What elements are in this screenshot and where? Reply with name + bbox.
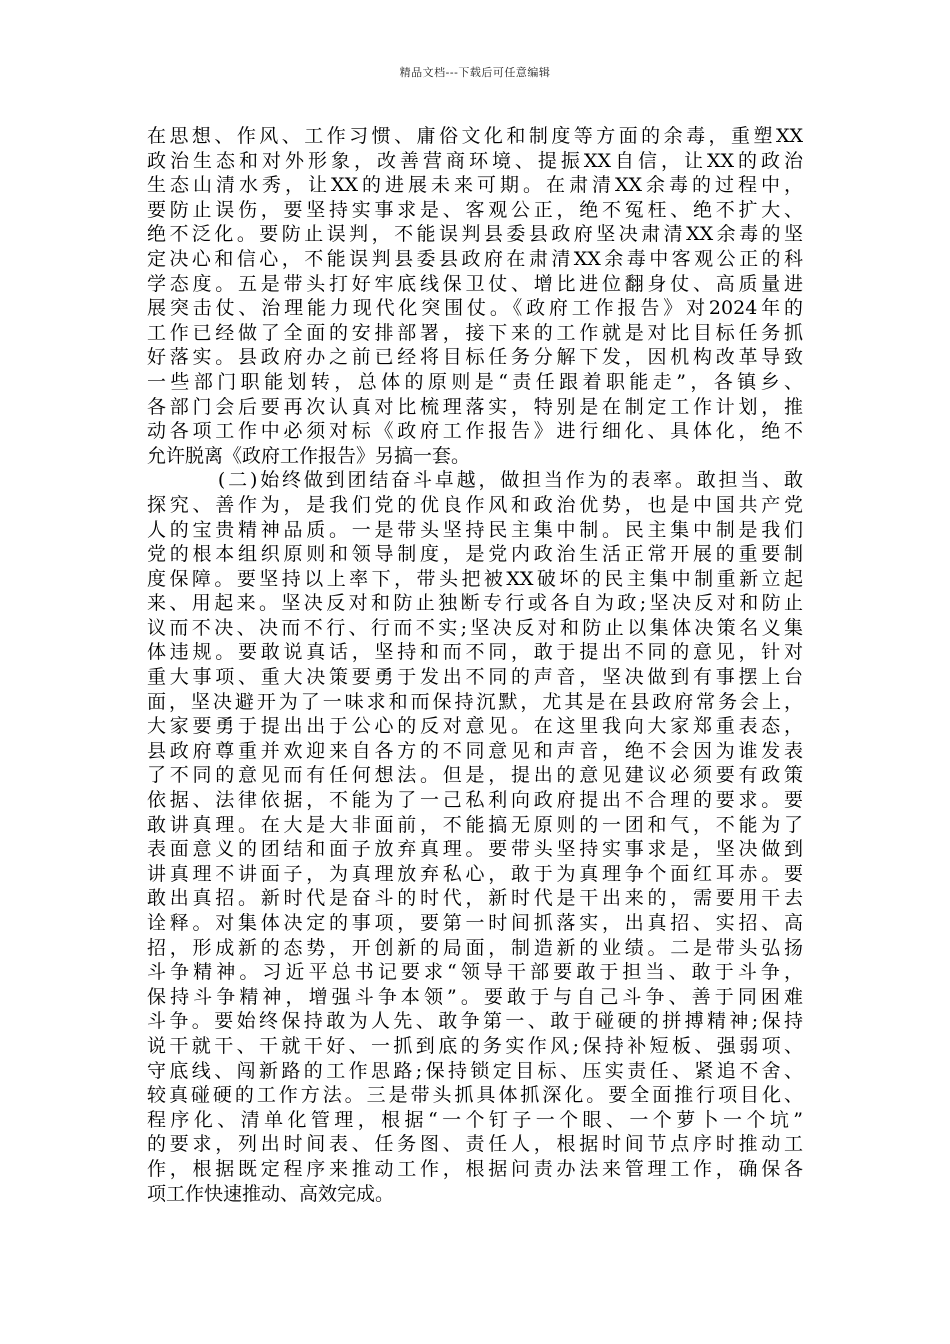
text-line: 来、用起来。坚决反对和防止独断专行或各自为政;坚决反对和防止	[147, 592, 803, 615]
text-line: 的要求，列出时间表、任务图、责任人，根据时间节点序时推动工	[147, 1133, 803, 1156]
text-line: 动各项工作中必须对标《政府工作报告》进行细化、具体化，绝不	[147, 420, 803, 443]
text-line: 度保障。要坚持以上率下，带头把被XX破坏的民主集中制重新立起	[147, 567, 803, 590]
text-line: 定决心和信心，不能误判县委县政府在肃清XX余毒中客观公正的科	[147, 247, 803, 270]
text-line: 保持斗争精神，增强斗争本领”。要敢于与自己斗争、善于同困难	[147, 985, 803, 1008]
paragraph-last-line: 项工作快速推动、高效完成。	[147, 1182, 395, 1205]
page-header: 精品文档---下载后可任意编辑	[399, 66, 551, 79]
text-line: 敢讲真理。在大是大非面前，不能搞无原则的一团和气，不能为了	[147, 813, 803, 836]
text-line: 说干就干、干就干好、一抓到底的务实作风;保持补短板、强弱项、	[147, 1034, 803, 1057]
text-line: 好落实。县政府办之前已经将目标任务分解下发，因机构改革导致	[147, 346, 803, 369]
text-line: 探究、善作为，是我们党的优良作风和政治优势，也是中国共产党	[147, 493, 803, 516]
paragraph-first-line: (二)始终做到团结奋斗卓越，做担当作为的表率。敢担当、敢	[147, 469, 803, 492]
text-line: 讲真理不讲面子，为真理放弃私心，敢于为真理争个面红耳赤。要	[147, 862, 803, 885]
text-line: 各部门会后要再次认真对比梳理落实，特别是在制定工作计划，推	[147, 395, 803, 418]
text-line: 议而不决、决而不行、行而不实;坚决反对和防止以集体决策名义集	[147, 616, 803, 639]
text-line: 作，根据既定程序来推动工作，根据问责办法来管理工作，确保各	[147, 1157, 803, 1180]
text-line: 守底线、闯新路的工作思路;保持锁定目标、压实责任、紧追不舍、	[147, 1059, 803, 1082]
text-line: 诠释。对集体决定的事项，要第一时间抓落实，出真招、实招、高	[147, 912, 803, 934]
text-line: 在思想、作风、工作习惯、庸俗文化和制度等方面的余毒，重塑XX	[147, 125, 803, 147]
text-line: 斗争。要始终保持敢为人先、敢争第一、敢于碰硬的拼搏精神;保持	[147, 1010, 803, 1033]
text-line: 工作已经做了全面的安排部署，接下来的工作就是对比目标任务抓	[147, 321, 803, 344]
text-line: 绝不泛化。要防止误判，不能误判县委县政府坚决肃清XX余毒的坚	[147, 223, 803, 246]
paragraph-last-line: 允许脱离《政府工作报告》另搞一套。	[147, 444, 471, 467]
text-line: 斗争精神。习近平总书记要求“领导干部要敢于担当、敢于斗争，	[147, 961, 803, 984]
document-body	[147, 124, 803, 1206]
text-line: 一些部门职能划转，总体的原则是“责任跟着职能走”，各镇乡、	[147, 370, 803, 393]
text-line: 表面意义的团结和面子放弃真理。要带头坚持实事求是，坚决做到	[147, 838, 803, 861]
text-line: 重大事项、重大决策要勇于发出不同的声音，坚决做到有事摆上台	[147, 666, 803, 689]
text-line: 敢出真招。新时代是奋斗的时代，新时代是干出来的，需要用干去	[147, 887, 803, 910]
text-line: 学态度。五是带头打好牢底线保卫仗、增比进位翻身仗、高质量进	[147, 272, 803, 295]
text-line: 程序化、清单化管理，根据“一个钉子一个眼、一个萝卜一个坑”	[147, 1108, 803, 1131]
text-line: 政治生态和对外形象，改善营商环境、提振XX自信，让XX的政治	[147, 149, 803, 172]
text-line: 体违规。要敢说真话，坚持和而不同，敢于提出不同的意见，针对	[147, 641, 803, 664]
text-line: 县政府尊重并欢迎来自各方的不同意见和声音，绝不会因为谁发表	[147, 739, 803, 762]
text-line: 人的宝贵精神品质。一是带头坚持民主集中制。民主集中制是我们	[147, 518, 803, 541]
text-line: 党的根本组织原则和领导制度，是党内政治生活正常开展的重要制	[147, 543, 803, 566]
text-line: 生态山清水秀，让XX的进展未来可期。在肃清XX余毒的过程中，	[147, 174, 803, 197]
text-line: 面，坚决避开为了一味求和而保持沉默，尤其是在县政府常务会上，	[147, 690, 803, 713]
text-line: 招，形成新的态势，开创新的局面，制造新的业绩。二是带头弘扬	[147, 936, 803, 959]
text-line: 要防止误伤，要坚持实事求是、客观公正，绝不冤枉、绝不扩大、	[147, 198, 803, 221]
text-line: 依据、法律依据，不能为了一己私利向政府提出不合理的要求。要	[147, 789, 803, 812]
text-line: 展突击仗、治理能力现代化突围仗。《政府工作报告》对2024年的	[147, 297, 803, 320]
text-line: 了不同的意见而有任何想法。但是，提出的意见建议必须要有政策	[147, 764, 803, 787]
text-line: 大家要勇于提出出于公心的反对意见。在这里我向大家郑重表态，	[147, 715, 803, 738]
text-line: 较真碰硬的工作方法。三是带头抓具体抓深化。要全面推行项目化、	[147, 1084, 803, 1107]
